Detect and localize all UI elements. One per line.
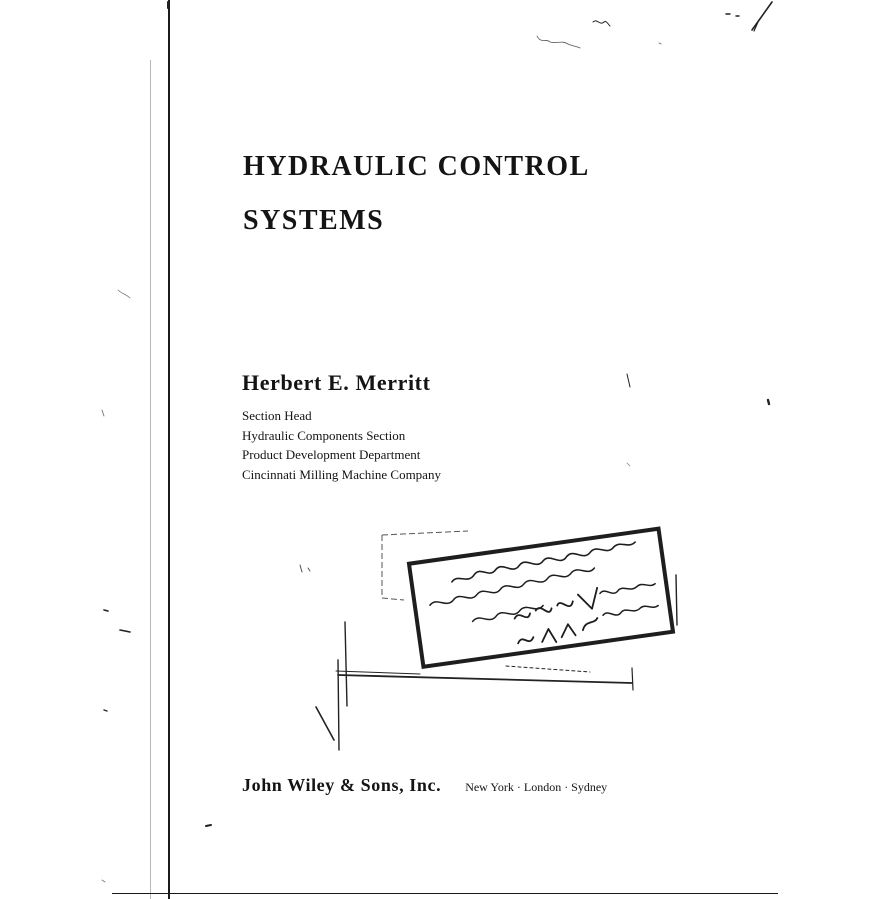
author-name: Herbert E. Merritt [242,370,431,395]
title-line-1: HYDRAULIC CONTROL [243,151,590,182]
affiliation-line: Hydraulic Components Section [242,427,406,443]
title-line-2: SYSTEMS [243,205,385,236]
publisher-cities: New York · London · Sydney [465,780,608,794]
affiliation-line: Product Development Department [242,447,421,462]
publisher-line [242,775,607,796]
publisher-name: John Wiley & Sons, Inc. [242,775,442,795]
affiliation-line: Section Head [242,408,312,423]
affiliation-line: Cincinnati Milling Machine Company [242,466,441,482]
